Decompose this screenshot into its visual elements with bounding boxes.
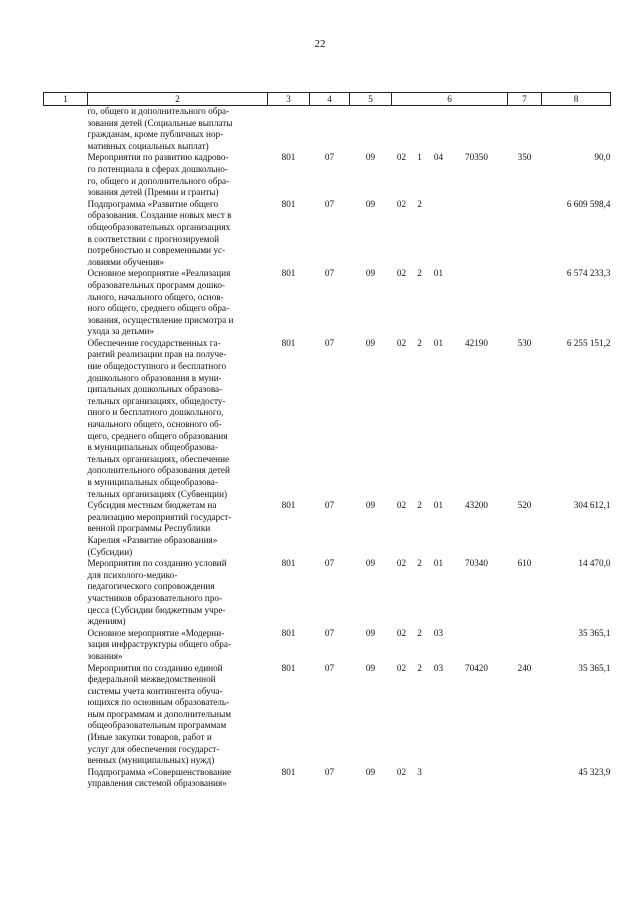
- item-name-cell: [88, 106, 268, 153]
- item-name-line: федеральной межведомственной: [87, 674, 216, 685]
- subsection-code-cell: 09: [365, 337, 376, 348]
- item-name-line: зация инфраструктуры общего обра-: [87, 639, 232, 650]
- item-name-line: Мероприятия по созданию условий: [87, 558, 227, 569]
- item-name-line: управления системой образования»: [87, 778, 227, 789]
- target-event-code: 03: [433, 662, 444, 673]
- row-number-cell: [44, 106, 88, 153]
- item-name-line: го потенциала в сферах дошкольно-: [87, 163, 228, 174]
- expense-type-cell: 530: [517, 337, 532, 348]
- target-program-code: 02: [396, 662, 407, 673]
- item-name-line: зования»: [87, 650, 123, 661]
- table-row: [44, 663, 611, 767]
- section-code-cell: 07: [324, 268, 335, 279]
- table-row: [44, 199, 611, 269]
- target-event-code: 01: [433, 337, 444, 348]
- item-name-line: тельных организациях, обеспечение: [87, 453, 230, 464]
- item-name-cell: [88, 199, 268, 269]
- row-number-cell: [44, 628, 88, 663]
- item-name-line: ловиями обучения»: [87, 256, 165, 267]
- subsection-code-cell: 09: [365, 152, 376, 163]
- ministry-code-cell: 801: [281, 627, 296, 638]
- target-article-cell: [392, 106, 508, 153]
- item-name-line: Обеспечение государственных га-: [87, 337, 221, 348]
- row-number-cell: [44, 767, 88, 790]
- item-name-line: цесса (Субсидии бюджетным учре-: [87, 604, 226, 615]
- target-program-code: 02: [396, 627, 407, 638]
- row-number-cell: [44, 663, 88, 767]
- ministry-code-cell: 801: [281, 766, 296, 777]
- target-subprogram-code: 2: [417, 662, 422, 673]
- item-name-cell: [88, 628, 268, 663]
- item-name-line: для психолого-медико-: [87, 569, 178, 580]
- item-name-line: ющихся по основным образователь-: [87, 697, 230, 708]
- expense-type-cell: 610: [517, 558, 532, 569]
- target-article-cell: [392, 152, 508, 198]
- item-name-line: го, общего и дополнительного обра-: [87, 175, 230, 186]
- item-name-line: в муниципальных общеобразова-: [87, 442, 218, 453]
- section-code-cell: 07: [324, 662, 335, 673]
- budget-table: [43, 92, 611, 790]
- item-name-line: ного общего, среднего общего обра-: [87, 303, 230, 314]
- column-header-1: 1: [44, 93, 88, 106]
- item-name-line: зования детей (Социальные выплаты: [87, 117, 233, 128]
- page-number: 22: [314, 38, 326, 50]
- target-direction-code: 70350: [465, 152, 488, 163]
- item-name-line: ние общедоступного и бесплатного: [87, 361, 227, 372]
- amount-cell: 35 365,1: [578, 662, 611, 673]
- target-program-code: 02: [396, 268, 407, 279]
- item-name-line: тельных организациях, общедосту-: [87, 395, 226, 406]
- item-name-cell: [88, 558, 268, 628]
- target-program-code: 02: [396, 558, 407, 569]
- amount-cell: [542, 106, 611, 153]
- item-name-line: тельных организациях (Субвенции): [87, 488, 228, 499]
- item-name-line: мативных социальных выплат): [87, 140, 209, 151]
- table-body: [44, 106, 611, 791]
- table-row: [44, 767, 611, 790]
- item-name-line: услуг для обеспечения государст-: [87, 743, 220, 754]
- ministry-code-cell: [268, 106, 310, 153]
- row-number-cell: [44, 152, 88, 198]
- column-header-4: 4: [310, 93, 350, 106]
- ministry-code-cell: 801: [281, 558, 296, 569]
- ministry-code-cell: 801: [281, 500, 296, 511]
- table-row: [44, 338, 611, 500]
- item-name-line: участников образовательного про-: [87, 592, 223, 603]
- item-name-line: образования. Создание новых мест в: [87, 210, 232, 221]
- ministry-code-cell: 801: [281, 198, 296, 209]
- item-name-line: Субсидия местным бюджетам на: [87, 500, 217, 511]
- item-name-line: дополнительного образования детей: [87, 465, 230, 476]
- section-code-cell: 07: [324, 500, 335, 511]
- row-number-cell: [44, 338, 88, 500]
- subsection-code-cell: 09: [365, 627, 376, 638]
- target-subprogram-code: 2: [417, 198, 422, 209]
- item-name-line: Карелия «Развитие образования»: [87, 534, 218, 545]
- amount-cell: 35 365,1: [578, 627, 611, 638]
- target-event-code: 01: [433, 558, 444, 569]
- table-row: [44, 500, 611, 558]
- target-subprogram-code: 1: [417, 152, 422, 163]
- item-name-line: (Субсидии): [87, 546, 133, 557]
- target-subprogram-code: 2: [417, 627, 422, 638]
- target-subprogram-code: 3: [417, 766, 422, 777]
- target-program-code: 02: [396, 766, 407, 777]
- item-name-line: реализацию мероприятий государст-: [87, 511, 232, 522]
- item-name-line: ципальных дошкольных образова-: [87, 384, 223, 395]
- section-code-cell: 07: [324, 558, 335, 569]
- item-name-line: общеобразовательным программам: [87, 720, 227, 731]
- item-name-line: щего, среднего общего образования: [87, 430, 228, 441]
- table-row: [44, 106, 611, 153]
- expense-type-cell: 520: [517, 500, 532, 511]
- expense-type-cell: [508, 199, 542, 269]
- item-name-line: системы учета контингента обуча-: [87, 685, 223, 696]
- section-code-cell: [310, 106, 350, 153]
- target-article-cell: [392, 199, 508, 269]
- target-event-code: 04: [433, 152, 444, 163]
- table-row: [44, 628, 611, 663]
- item-name-line: дошкольного образования в муни-: [87, 372, 222, 383]
- target-event-code: 01: [433, 268, 444, 279]
- item-name-line: начального общего, основного об-: [87, 419, 222, 430]
- target-subprogram-code: 2: [417, 500, 422, 511]
- expense-type-cell: 240: [517, 662, 532, 673]
- expense-type-cell: [508, 106, 542, 153]
- item-name-cell: [88, 268, 268, 338]
- table-row: [44, 152, 611, 198]
- row-number-cell: [44, 500, 88, 558]
- target-program-code: 02: [396, 337, 407, 348]
- amount-cell: 45 323,9: [578, 766, 611, 777]
- amount-cell: 14 470,0: [578, 558, 611, 569]
- target-subprogram-code: 2: [417, 558, 422, 569]
- subsection-code-cell: 09: [365, 766, 376, 777]
- expense-type-cell: 350: [517, 152, 532, 163]
- item-name-cell: [88, 338, 268, 500]
- column-header-5: 5: [350, 93, 392, 106]
- ministry-code-cell: 801: [281, 337, 296, 348]
- row-number-cell: [44, 268, 88, 338]
- target-article-cell: [392, 663, 508, 767]
- item-name-line: педагогического сопровождения: [87, 581, 215, 592]
- section-code-cell: 07: [324, 627, 335, 638]
- row-number-cell: [44, 558, 88, 628]
- section-code-cell: 07: [324, 337, 335, 348]
- target-article-cell: [392, 558, 508, 628]
- item-name-line: ждениям): [87, 616, 126, 627]
- column-header-7: 7: [508, 93, 542, 106]
- column-header-6: 6: [392, 93, 508, 106]
- item-name-line: гражданам, кроме публичных нор-: [87, 129, 224, 140]
- target-direction-code: 43200: [465, 500, 488, 511]
- ministry-code-cell: 801: [281, 152, 296, 163]
- amount-cell: 6 574 233,3: [566, 268, 611, 279]
- item-name-cell: [88, 663, 268, 767]
- item-name-line: потребностью и современными ус-: [87, 245, 226, 256]
- target-article-cell: [392, 338, 508, 500]
- item-name-line: в муниципальных общеобразова-: [87, 477, 218, 487]
- target-article-cell: [392, 767, 508, 790]
- table-row: [44, 268, 611, 338]
- section-code-cell: 07: [324, 198, 335, 209]
- section-code-cell: 07: [324, 152, 335, 163]
- item-name-line: венной программы Республики: [87, 523, 211, 534]
- target-program-code: 02: [396, 152, 407, 163]
- target-article-cell: [392, 268, 508, 338]
- ministry-code-cell: 801: [281, 662, 296, 673]
- item-name-line: рантий реализации прав на получе-: [87, 349, 227, 360]
- item-name-line: Основное мероприятие «Модерни-: [87, 627, 225, 638]
- item-name-line: Подпрограмма «Совершенствование: [87, 766, 232, 777]
- item-name-line: общеобразовательных организациях: [87, 221, 231, 232]
- target-direction-code: 42190: [465, 337, 488, 348]
- item-name-line: зования детей (Премии и гранты): [87, 187, 219, 198]
- expense-type-cell: [508, 268, 542, 338]
- subsection-code-cell: 09: [365, 558, 376, 569]
- item-name-line: ным программам и дополнительным: [87, 708, 232, 719]
- item-name-line: зования, осуществление присмотра и: [87, 314, 234, 325]
- item-name-line: в соответствии с прогнозируемой: [87, 233, 219, 244]
- item-name-cell: [88, 767, 268, 790]
- amount-cell: 6 609 598,4: [566, 198, 611, 209]
- section-code-cell: 07: [324, 766, 335, 777]
- table-header-row: [44, 93, 611, 106]
- subsection-code-cell: 09: [365, 198, 376, 209]
- table-row: [44, 558, 611, 628]
- subsection-code-cell: 09: [365, 268, 376, 279]
- amount-cell: 6 255 151,2: [566, 337, 611, 348]
- item-name-line: венных (муниципальных) нужд): [87, 755, 215, 766]
- target-subprogram-code: 2: [417, 337, 422, 348]
- target-program-code: 02: [396, 198, 407, 209]
- target-direction-code: 70420: [465, 662, 488, 673]
- item-name-cell: [88, 152, 268, 198]
- item-name-line: Подпрограмма «Развитие общего: [87, 198, 219, 209]
- item-name-line: Мероприятия по развитию кадрово-: [87, 152, 229, 163]
- item-name-line: Мероприятия по созданию единой: [87, 662, 223, 673]
- item-name-line: (Иные закупки товаров, работ и: [87, 732, 212, 743]
- expense-type-cell: [508, 767, 542, 790]
- amount-cell: 304 612,1: [573, 500, 611, 511]
- subsection-code-cell: 09: [365, 662, 376, 673]
- target-direction-code: 70340: [465, 558, 488, 569]
- target-program-code: 02: [396, 500, 407, 511]
- target-article-cell: [392, 628, 508, 663]
- item-name-line: льного, начального общего, основ-: [87, 291, 224, 302]
- item-name-line: образовательных программ дошко-: [87, 279, 225, 290]
- subsection-code-cell: 09: [365, 500, 376, 511]
- column-header-3: 3: [268, 93, 310, 106]
- item-name-line: пного и бесплатного дошкольного,: [87, 407, 224, 418]
- expense-type-cell: [508, 628, 542, 663]
- item-name-line: ухода за детьми»: [87, 326, 155, 337]
- target-article-cell: [392, 500, 508, 558]
- row-number-cell: [44, 199, 88, 269]
- column-header-2: 2: [88, 93, 268, 106]
- amount-cell: 90,0: [594, 152, 611, 163]
- item-name-line: го, общего и дополнительного обра-: [87, 106, 230, 116]
- ministry-code-cell: 801: [281, 268, 296, 279]
- item-name-cell: [88, 500, 268, 558]
- target-event-code: 01: [433, 500, 444, 511]
- subsection-code-cell: [350, 106, 392, 153]
- target-subprogram-code: 2: [417, 268, 422, 279]
- item-name-line: Основное мероприятие «Реализация: [87, 268, 231, 279]
- column-header-8: 8: [542, 93, 611, 106]
- target-event-code: 03: [433, 627, 444, 638]
